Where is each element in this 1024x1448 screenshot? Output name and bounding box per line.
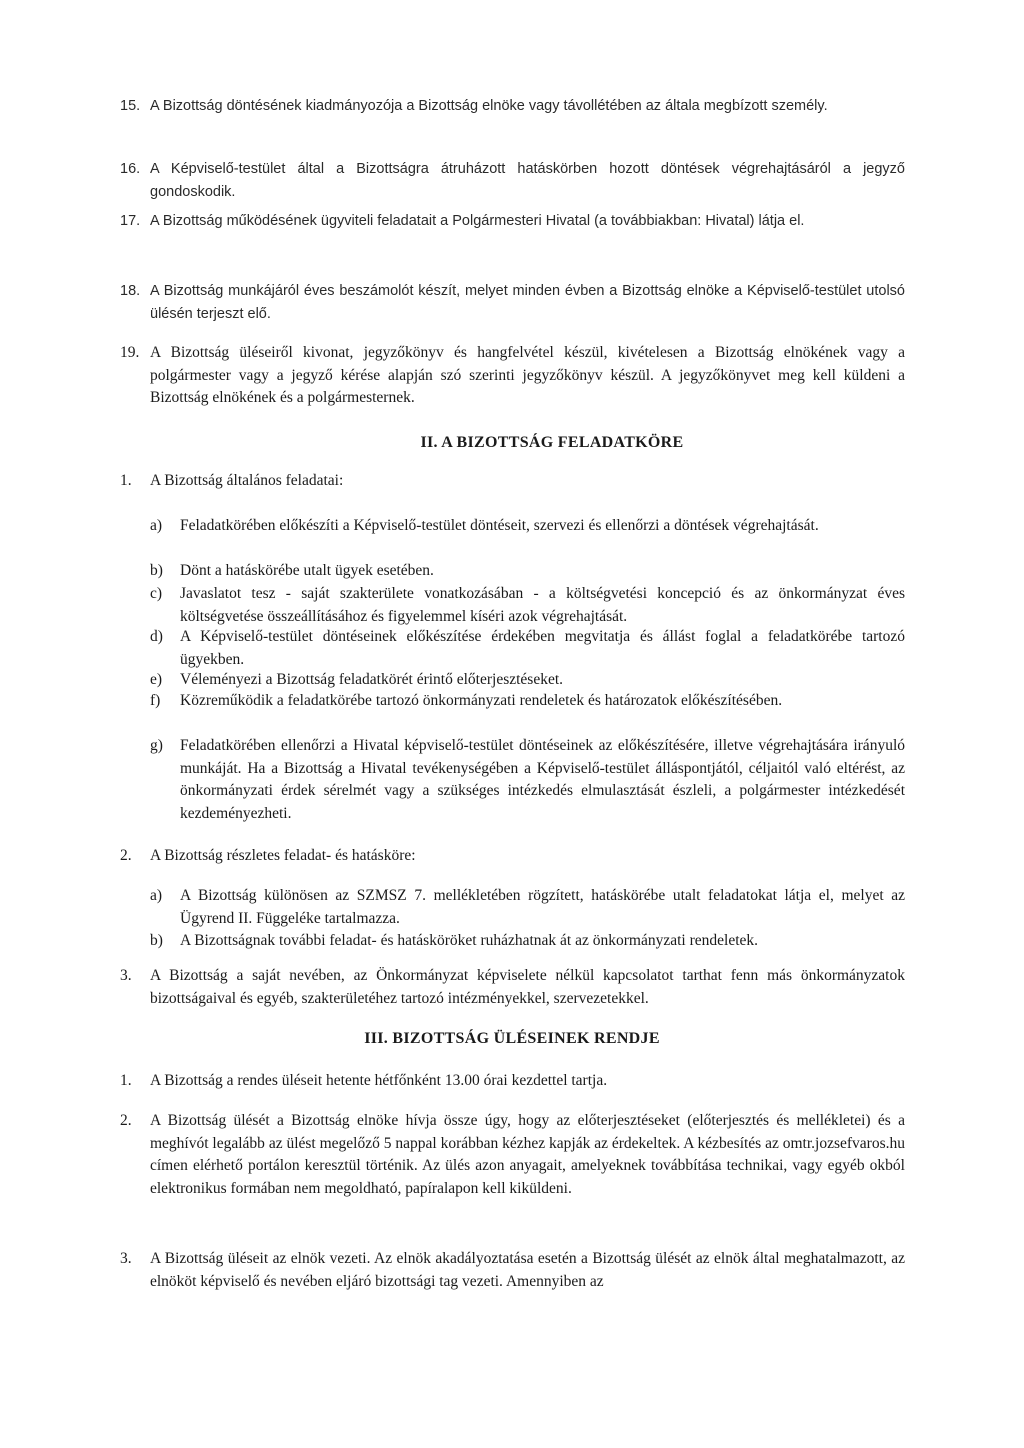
- sub-item-a: [150, 515, 905, 538]
- clause-number: 19.: [120, 344, 140, 361]
- sub-text: Feladatkörében ellenőrzi a Hivatal képviselő-testület döntéseinek az előkészítésére, illetve végrehajtására irányuló munkáját. Ha a Bizottság a Hivatal tevékenységében a Képviselő-testület álláspontjától, céljaitól való eltérést, az önkormányzati érdek sérelmét vagy a szükséges intézkedés elmulasztását észleli, a polgármester intézkedését kezdeményezheti.: [180, 737, 905, 822]
- sub-letter: d): [150, 628, 163, 645]
- clause-18: [120, 280, 905, 325]
- sub-item-e: [150, 669, 905, 692]
- sub-letter: a): [150, 517, 163, 534]
- sub-text: Közreműködik a feladatkörébe tartozó önkormányzati rendeletek és határozatok előkészítésében.: [180, 692, 783, 709]
- item-number: 3.: [120, 967, 132, 984]
- sub-text: Feladatkörében előkészíti a Képviselő-testület döntéseit, szervezi és ellenőrzi a döntések végrehajtását.: [180, 517, 819, 534]
- item-text: A Bizottság a rendes üléseit hetente hétfőnként 13.00 órai kezdettel tartja.: [150, 1072, 608, 1089]
- item-number: 2.: [120, 1112, 132, 1129]
- section2-item-1: [120, 470, 905, 493]
- sub2-item-b: [150, 930, 905, 953]
- clause-text: A Bizottság üléseiről kivonat, jegyzőkönyv és hangfelvétel készül, kivételesen a Bizottság elnökének vagy a polgármester vagy a jegyző kérése alapján szó szerinti jegyzőkönyv készül. A jegyzőkönyvet meg kell küldeni a Bizottság elnökének és a polgármesternek.: [150, 344, 905, 406]
- clause-text: A Képviselő-testület által a Bizottságra átruházott hatáskörben hozott döntések végrehajtásáról a jegyző gondoskodik.: [150, 161, 905, 200]
- sub-letter: b): [150, 932, 163, 949]
- section3-item-2: [120, 1110, 905, 1200]
- sub-letter: c): [150, 585, 163, 602]
- item-number: 1.: [120, 472, 132, 489]
- sub-item-d: [150, 626, 905, 671]
- item-text: A Bizottság a saját nevében, az Önkormányzat képviselete nélkül kapcsolatot tarthat fenn más önkormányzatok bizottságaival és egyéb, szakterületéhez tartozó intézményekkel, szervezetekkel.: [150, 967, 905, 1007]
- clause-number: 15.: [120, 98, 141, 114]
- sub-letter: b): [150, 562, 163, 579]
- clause-number: 17.: [120, 213, 141, 229]
- sub-letter: e): [150, 671, 163, 688]
- item-text: A Bizottság ülését a Bizottság elnöke hívja össze úgy, hogy az előterjesztéseket (előterjesztés és mellékletei) és a meghívót legalább az ülést megelőző 5 nappal korábban kézhez kapják az érdekeltek. A kézbesítés az omtr.jozsefvaros.hu címen elérhető portálon keresztül történik. Az ülés azon anyagait, amelyeknek továbbítása technikai, vagy egyéb okból elektronikus formában nem megoldható, papíralapon kell kiküldeni.: [150, 1112, 905, 1197]
- clause-number: 16.: [120, 161, 141, 177]
- section3-item-1: [120, 1070, 905, 1093]
- sub-letter: g): [150, 737, 163, 754]
- sub-item-b: [150, 560, 905, 583]
- sub-item-c: [150, 583, 905, 628]
- clause-17: [120, 210, 905, 233]
- clause-16: [120, 158, 905, 203]
- clause-15: [120, 95, 905, 118]
- sub-text: A Bizottság különösen az SZMSZ 7. mellékletében rögzített, hatáskörébe utalt feladatokat látja el, melyet az Ügyrend II. Függeléke tartalmazza.: [180, 887, 905, 927]
- sub-text: Dönt a hatáskörébe utalt ügyek esetében.: [180, 562, 434, 579]
- clause-number: 18.: [120, 283, 141, 299]
- item-number: 3.: [120, 1250, 132, 1267]
- sub2-item-a: [150, 885, 905, 930]
- item-number: 1.: [120, 1072, 132, 1089]
- clause-19: [120, 342, 905, 410]
- item-text: A Bizottság általános feladatai:: [150, 472, 344, 489]
- clause-text: A Bizottság döntésének kiadmányozója a Bizottság elnöke vagy távollétében az általa megbízott személy.: [150, 98, 828, 114]
- section-heading-2: II. A BIZOTTSÁG FELADATKÖRE: [420, 434, 684, 451]
- sub-text: A Bizottságnak további feladat- és hatásköröket ruházhatnak át az önkormányzati rendeletek.: [180, 932, 759, 949]
- clause-text: A Bizottság munkájáról éves beszámolót készít, melyet minden évben a Bizottság elnöke a Képviselő-testület utolsó ülésén terjeszt elő.: [150, 283, 905, 322]
- sub-text: A Képviselő-testület döntéseinek előkészítése érdekében megvitatja és állást foglal a feladatkörébe tartozó ügyekben.: [180, 628, 905, 668]
- section-heading-3: III. BIZOTTSÁG ÜLÉSEINEK RENDJE: [364, 1030, 660, 1047]
- item-text: A Bizottság részletes feladat- és hatásköre:: [150, 847, 416, 864]
- sub-letter: f): [150, 692, 161, 709]
- sub-text: Javaslatot tesz - saját szakterülete vonatkozásában - a költségvetési koncepció és az önkormányzat éves költségvetése összeállításához és figyelemmel kíséri azok végrehajtását.: [180, 585, 905, 625]
- section2-item-2: [120, 845, 905, 868]
- section2-item-3: [120, 965, 905, 1010]
- sub-item-f: [150, 690, 905, 713]
- clause-text: A Bizottság működésének ügyviteli feladatait a Polgármesteri Hivatal (a továbbiakban: Hivatal) látja el.: [150, 213, 805, 229]
- section3-item-3: [120, 1248, 905, 1293]
- sub-text: Véleményezi a Bizottság feladatkörét érintő előterjesztéseket.: [180, 671, 564, 688]
- sub-item-g: [150, 735, 905, 825]
- item-text: A Bizottság üléseit az elnök vezeti. Az elnök akadályoztatása esetén a Bizottság ülését az elnök által meghatalmazott, az elnököt képviselő és nevében eljáró bizottsági tag vezeti. Amennyiben az: [150, 1250, 905, 1290]
- sub-letter: a): [150, 887, 163, 904]
- item-number: 2.: [120, 847, 132, 864]
